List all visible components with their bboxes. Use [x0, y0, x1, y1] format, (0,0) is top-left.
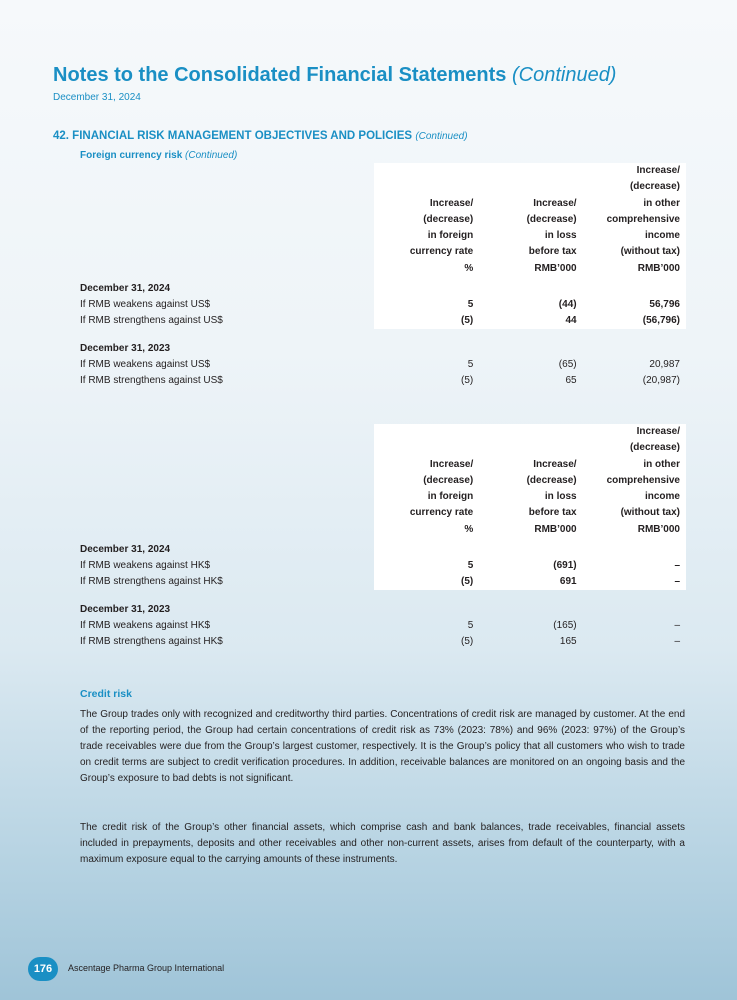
- header-oci: Increase/ (decrease) in other comprehensive income (without tax) RMB’000: [581, 424, 686, 542]
- table-header-row: [76, 424, 686, 542]
- page-title: Notes to the Consolidated Financial Statements (Continued): [53, 64, 617, 86]
- header-loss: Increase/ (decrease) in loss before tax RMB’000: [477, 424, 580, 542]
- subsection-heading-continued: (Continued): [185, 150, 238, 161]
- table-row: If RMB weakens against US$ 5 (44) 56,796: [76, 297, 686, 313]
- table-row: If RMB strengthens against US$ (5) 65 (20,987): [80, 375, 680, 387]
- credit-risk-paragraph-2: The credit risk of the Group’s other financial assets, which comprise cash and bank balances, trade receivables, financial assets included in prepayments, deposits and other receivables and other non-current assets, arises from default of the counterparty, with a maximum exposure equal to the carrying amounts of these instruments.: [80, 822, 685, 865]
- year-heading-row: December 31, 2023: [80, 604, 171, 616]
- footer-company-name: Ascentage Pharma Group International: [68, 963, 225, 973]
- section-heading: 42. FINANCIAL RISK MANAGEMENT OBJECTIVES AND POLICIES (Continued): [53, 130, 468, 142]
- table-row: If RMB weakens against US$ 5 (65) 20,987: [80, 359, 680, 371]
- table-row: If RMB weakens against HK$ 5 (165) –: [80, 620, 680, 632]
- table-row: If RMB strengthens against HK$ (5) 165 –: [80, 636, 680, 648]
- usd-sensitivity-table: [76, 163, 686, 389]
- subsection-heading: Foreign currency risk (Continued): [80, 150, 238, 161]
- header-loss: Increase/ (decrease) in loss before tax RMB’000: [477, 163, 580, 281]
- table-row: If RMB weakens against HK$ 5 (691) –: [76, 558, 686, 574]
- header-rate: Increase/ (decrease) in foreign currency rate %: [374, 424, 477, 542]
- table-row: If RMB strengthens against US$ (5) 44 (56,796): [76, 313, 686, 329]
- page-number-badge: 176: [28, 957, 58, 981]
- table-row: If RMB strengthens against HK$ (5) 691 –: [76, 574, 686, 590]
- year-heading-row: December 31, 2024: [76, 542, 686, 558]
- header-oci: Increase/ (decrease) in other comprehensive income (without tax) RMB’000: [581, 163, 686, 281]
- credit-risk-heading: Credit risk: [80, 688, 132, 700]
- page-date: December 31, 2024: [53, 92, 141, 103]
- section-heading-continued: (Continued): [415, 131, 468, 142]
- table-header-row: [76, 163, 686, 281]
- year-heading-row: December 31, 2023: [80, 343, 171, 355]
- page-title-continued: (Continued): [511, 64, 617, 86]
- hkd-sensitivity-table: [76, 424, 686, 650]
- credit-risk-paragraph-1: The Group trades only with recognized and creditworthy third parties. Concentrations of credit risk are managed by customer. At the end of the reporting period, the Group had certain concentrations of credit risk as 73% (2023: 78%) and 96% (2023: 97%) of the Group’s trade receivables were due from the Group’s largest customer, respectively. It is the Group’s policy that all customers who wish to trade on credit terms are subject to credit verification procedures. In addition, receivable balances are monitored on an ongoing basis and the Group’s exposure to bad debts is not significant.: [80, 709, 685, 784]
- header-rate: Increase/ (decrease) in foreign currency rate %: [374, 163, 477, 281]
- year-heading-row: December 31, 2024: [76, 281, 686, 297]
